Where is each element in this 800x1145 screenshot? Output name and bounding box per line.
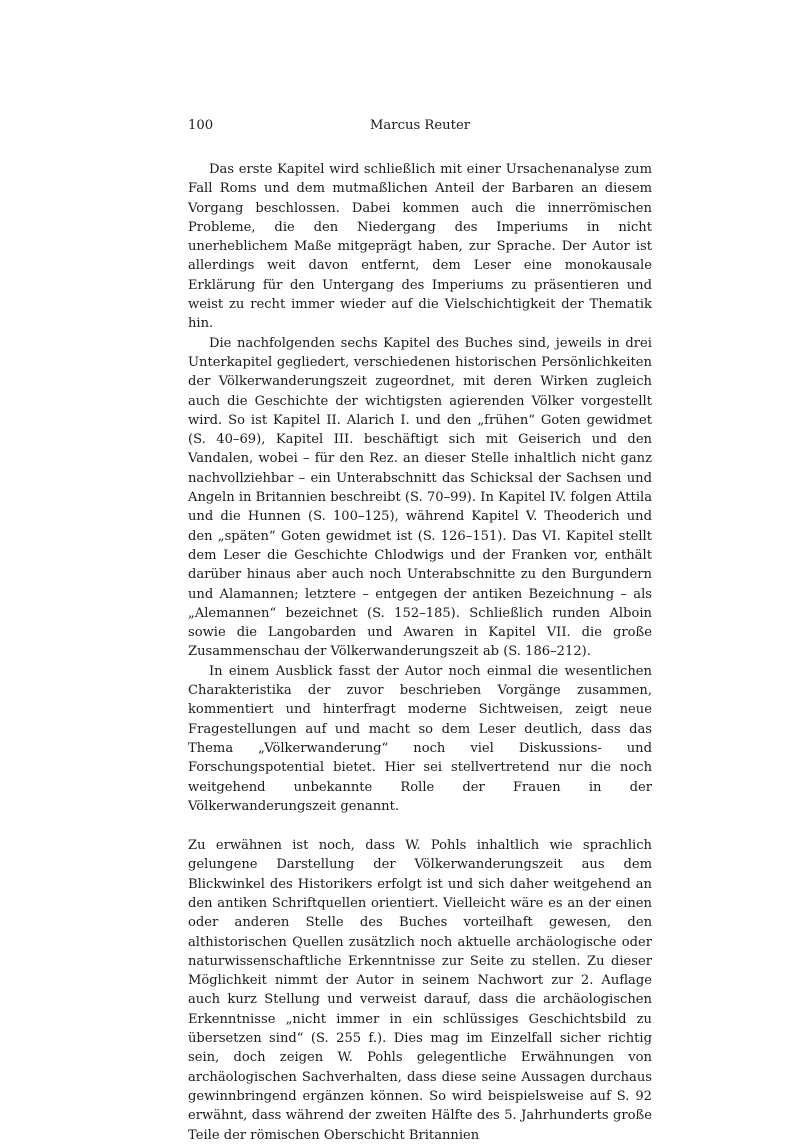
page-number: 100 — [188, 118, 214, 133]
running-head — [188, 118, 652, 140]
paragraph-chapters-overview: Die nachfolgenden sechs Kapitel des Buches sind, jeweils in drei Unterkapitel gegliedert, verschiedenen historischen Persönlichkeiten der Völkerwanderungszeit zugeordnet, mit deren Wirken zugleich auch die Geschichte der wichtigsten agierenden Völker vorgestellt wird. So ist Kapitel II. Alarich I. und den „frühen“ Goten gewidmet (S. 40–69), Kapitel III. beschäftigt sich mit Geiserich und den Vandalen, wobei – für den Rez. an dieser Stelle inhaltlich nicht ganz nachvollziehbar – ein Unterabschnitt das Schicksal der Sachsen und Angeln in Britannien beschreibt (S. 70–99). In Kapitel IV. folgen Attila und die Hunnen (S. 100–125), während Kapitel V. Theoderich und den „späten“ Goten gewidmet ist (S. 126–151). Das VI. Kapitel stellt dem Leser die Geschichte Chlodwigs und der Franken vor, enthält darüber hinaus aber auch noch Unterabschnitte zu den Burgundern und Alamannen; letztere – entgegen der antiken Bezeichnung – als „Alemannen“ bezeichnet (S. 152–185). Schließlich runden Alboin sowie die Langobarden und Awaren in Kapitel VII. die große Zusammenschau der Völkerwanderungszeit ab (S. 186–212). — [188, 335, 652, 660]
paragraph-evaluation: Zu erwähnen ist noch, dass W. Pohls inhaltlich wie sprachlich gelungene Darstellung der Völkerwanderungszeit aus dem Blickwinkel des Historikers erfolgt ist und sich daher weitgehend an den antiken Schriftquellen orientiert. Vielleicht wäre es an der einen oder anderen Stelle des Buches vorteilhaft gewesen, den althistorischen Quellen zusätzlich noch aktuelle archäologische oder naturwissenschaftliche Erkenntnisse zur Seite zu stellen. Zu dieser Möglichkeit nimmt der Autor in seinem Nachwort zur 2. Auflage auch kurz Stellung und verweist darauf, dass die archäologischen Erkenntnisse „nicht immer in ein schlüssiges Geschichtsbild zu übersetzen sind“ (S. 255 f.). Dies mag im Einzelfall sicher richtig sein, doch zeigen W. Pohls gelegentliche Erwähnungen von archäologischen Sachverhalten, dass diese seine Aussagen durchaus gewinnbringend ergänzen können. So wird beispielsweise auf S. 92 erwähnt, dass während der zweiten Hälfte des 5. Jahrhunderts große Teile der römischen Oberschicht Britannien — [188, 838, 652, 1143]
body-text — [188, 160, 652, 1145]
running-title: Marcus Reuter — [369, 118, 471, 133]
paragraph-outlook: In einem Ausblick fasst der Autor noch einmal die wesentlichen Charakteristika der zuvor beschrieben Vorgänge zusammen, kommentiert und hinterfragt moderne Sichtweisen, zeigt neue Fragestellungen auf und macht so dem Leser deutlich, dass das Thema „Völkerwanderung“ noch viel Diskussions- und Forschungspotential bietet. Hier sei stellvertretend nur die noch weitgehend unbekannte Rolle der Frauen in der Völkerwanderungszeit genannt. — [188, 663, 652, 814]
document-page — [188, 118, 652, 1145]
paragraph-chapter-one-summary: Das erste Kapitel wird schließlich mit einer Ursachenanalyse zum Fall Roms und dem mutmaßlichen Anteil der Barbaren an diesem Vorgang beschlossen. Dabei kommen auch die innerrömischen Probleme, die den Niedergang des Imperiums in nicht unerheblichem Maße mitgeprägt haben, zur Sprache. Der Autor ist allerdings weit davon entfernt, dem Leser eine monokausale Erklärung für den Untergang des Imperiums zu präsentieren und weist zu recht immer wieder auf die Vielschichtigkeit der Thematik hin. — [188, 162, 652, 332]
